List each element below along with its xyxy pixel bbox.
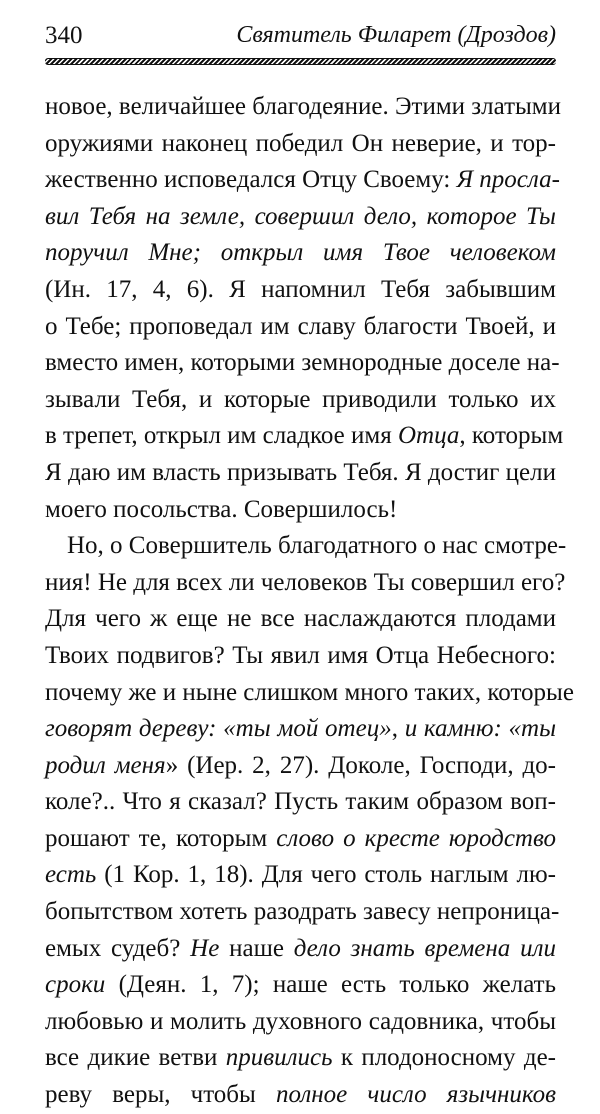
text-line bbox=[45, 748, 556, 785]
text-run: Но, о Совершитель благодатного о нас смотре- bbox=[67, 532, 567, 560]
italic-quote: Не bbox=[190, 934, 220, 962]
text-run: емых судеб? bbox=[45, 934, 191, 962]
italic-quote: вил Тебя на земле, совершил дело, которое Ты bbox=[45, 202, 556, 230]
text-run: , которым bbox=[459, 422, 564, 450]
text-line bbox=[45, 126, 556, 163]
text-line bbox=[45, 528, 567, 565]
text-line bbox=[45, 784, 556, 821]
text-run: Для чего ж еще не все наслаждаются плодами bbox=[45, 605, 556, 633]
text-line bbox=[45, 675, 574, 712]
italic-quote: привились bbox=[225, 1044, 333, 1072]
text-run: реву веры, чтобы bbox=[45, 1081, 276, 1109]
text-line bbox=[45, 418, 564, 455]
text-line bbox=[45, 894, 560, 931]
text-run: жественно исповедался Отцу Своему: bbox=[45, 166, 457, 194]
italic-quote: слово о кресте юродство bbox=[276, 824, 556, 852]
text-run: в трепет, открыл им сладкое имя bbox=[45, 422, 398, 450]
text-run: Я даю им власть призывать Тебя. Я достиг цели bbox=[45, 458, 556, 486]
text-run: все дикие ветви bbox=[45, 1044, 226, 1072]
text-line bbox=[45, 455, 556, 492]
text-line bbox=[45, 309, 556, 346]
text-line bbox=[45, 272, 556, 309]
text-line bbox=[45, 931, 556, 968]
text-run: зывали Тебя, и которые приводили только их bbox=[45, 385, 556, 413]
italic-quote: Я просла- bbox=[456, 166, 560, 194]
text-run: о Тебе; проповедал им славу благости Твоей, и bbox=[45, 312, 556, 340]
text-run: рошают те, которым bbox=[45, 824, 277, 852]
text-run: почему же и ныне слишком много таких, которые bbox=[45, 678, 574, 706]
text-line bbox=[45, 1040, 556, 1077]
italic-quote: родил меня bbox=[45, 751, 166, 779]
text-run: наше bbox=[219, 934, 294, 962]
text-run: (1 Кор. 1, 18). Для чего столь наглым лю- bbox=[96, 861, 556, 889]
text-line bbox=[45, 199, 556, 236]
text-line bbox=[45, 89, 561, 126]
text-run: к плодоносному де- bbox=[332, 1044, 556, 1072]
italic-quote: и камню: «ты bbox=[404, 715, 557, 743]
running-title: Святитель Филарет (Дроздов) bbox=[236, 22, 556, 48]
text-run: оружиями наконец победил Он неверие, и тор- bbox=[45, 129, 556, 157]
text-run: (Деян. 1, 7); наше есть только желать bbox=[105, 971, 556, 999]
italic-quote: полное число язычников bbox=[275, 1081, 556, 1109]
text-run: » (Иер. 2, 27). Доколе, Господи, до- bbox=[165, 751, 557, 779]
italic-quote: сроки bbox=[45, 971, 106, 999]
text-run: любовью и молить духовного садовника, чтобы bbox=[45, 1007, 556, 1035]
text-line bbox=[45, 711, 556, 748]
text-line bbox=[45, 857, 556, 894]
text-line bbox=[45, 601, 556, 638]
text-line bbox=[45, 565, 566, 602]
text-run: вместо имен, которыми земнородные доселе на- bbox=[45, 349, 560, 377]
text-run: коле?.. Что я сказал? Пусть таким образом воп- bbox=[45, 788, 556, 816]
text-run: , bbox=[391, 715, 405, 743]
text-line bbox=[45, 235, 556, 272]
page-number: 340 bbox=[45, 22, 83, 49]
text-line bbox=[45, 382, 556, 419]
text-run: бопытством хотеть разодрать завесу непроница- bbox=[45, 898, 560, 926]
text-run: (Ин. 17, 4, 6). Я напомнил Тебя забывшим bbox=[45, 275, 556, 303]
text-line bbox=[45, 162, 560, 199]
text-line bbox=[45, 1077, 556, 1114]
text-line bbox=[45, 967, 556, 1004]
text-line bbox=[45, 1004, 556, 1041]
text-line bbox=[45, 492, 556, 529]
text-run: моего посольства. Совершилось! bbox=[45, 495, 398, 523]
text-run: ния! Не для всех ли человеков Ты совершил его? bbox=[45, 568, 566, 596]
text-line bbox=[45, 345, 560, 382]
body-text bbox=[45, 89, 574, 1114]
decorative-rope-rule bbox=[45, 58, 556, 65]
italic-quote: говорят дереву: «ты мой отец» bbox=[45, 715, 392, 743]
text-run: новое, величайшее благодеяние. Этими златыми bbox=[45, 93, 561, 120]
italic-quote: поручил Мне; открыл имя Твое человеком bbox=[45, 239, 556, 267]
text-run: Твоих подвигов? Ты явил имя Отца Небесного: bbox=[45, 641, 556, 669]
text-line bbox=[45, 821, 556, 858]
page-header bbox=[45, 18, 556, 54]
italic-quote: Отца bbox=[397, 422, 460, 450]
text-line bbox=[45, 638, 556, 675]
italic-quote: есть bbox=[45, 861, 97, 889]
italic-quote: дело знать времена или bbox=[293, 934, 557, 962]
